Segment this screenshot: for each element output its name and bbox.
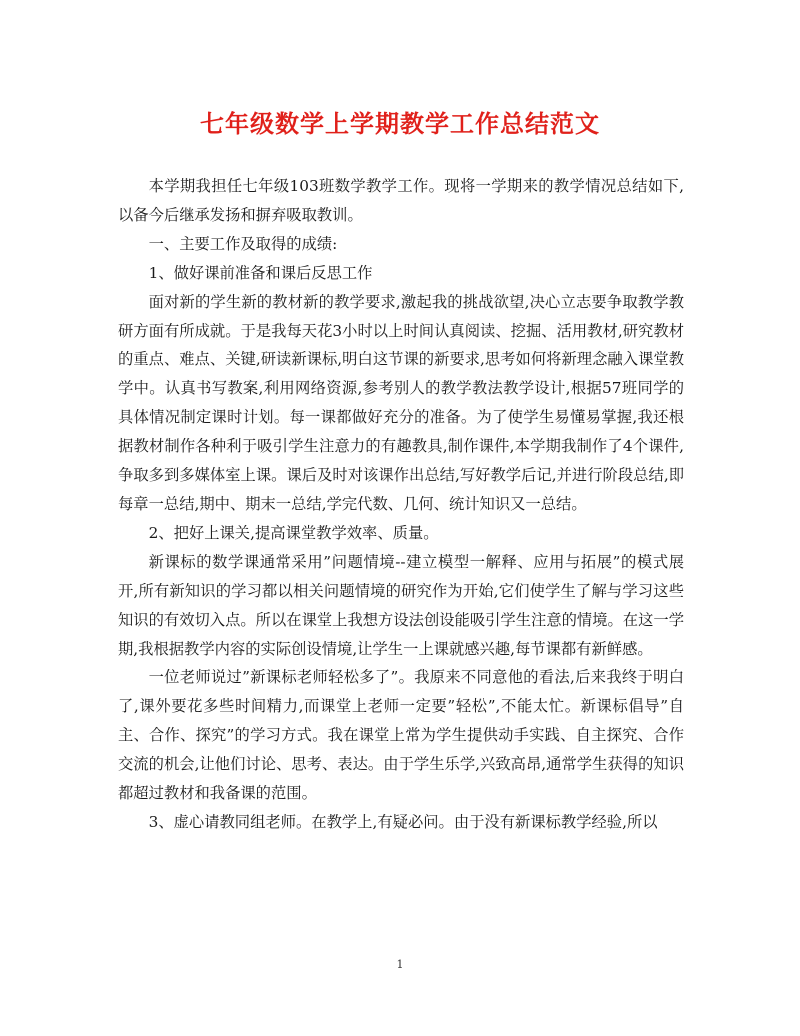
paragraph-preparation: 面对新的学生新的教材新的教学要求,激起我的挑战欲望,决心立志要争取教学教研方面有所成就。于是我每天花3小时以上时间认真阅读、挖掘、活用教材,研究教材的重点、难点、关键,研读新课标,明白这节课的新要求,思考如何将新理念融入课堂教学中。认真书写教案,利用网络资源,参考别人的教学教法教学设计,根据57班同学的具体情况制定课时计划。每一课都做好充分的准备。为了使学生易懂易掌握,我还根据教材制作各种利于吸引学生注意力的有趣教具,制作课件,本学期我制作了4个课件,争取多到多媒体室上课。课后及时对该课作出总结,写好教学后记,并进行阶段总结,即每章一总结,期中、期末一总结,学完代数、几何、统计知识又一总结。 xyxy=(118,292,684,513)
paragraph-teacher-quote: 一位老师说过”新课标老师轻松多了”。我原来不同意他的看法,后来我终于明白了,课外要花多些时间精力,而课堂上老师一定要”轻松”,不能太忙。新课标倡导”自主、合作、探究”的学习方式。我在课堂上常为学生提供动手实践、自主探究、合作交流的机会,让他们讨论、思考、表达。由于学生乐学,兴致高昂,通常学生获得的知识都超过教材和我备课的范围。 xyxy=(118,668,684,803)
document-body xyxy=(118,172,684,837)
heading-main-work: 一、主要工作及取得的成绩: xyxy=(148,234,338,253)
heading-section-2: 2、把好上课关,提高课堂教学效率、质量。 xyxy=(148,523,439,542)
document-title: 七年级数学上学期教学工作总结范文 xyxy=(200,109,600,138)
heading-section-1: 1、做好课前准备和课后反思工作 xyxy=(148,263,373,282)
page-number: 1 xyxy=(396,958,404,971)
heading-section-3: 3、虚心请教同组老师。在教学上,有疑必问。由于没有新课标教学经验,所以 xyxy=(148,812,658,831)
paragraph-new-curriculum: 新课标的数学课通常采用”问题情境--建立模型一解释、应用与拓展”的模式展开,所有新知识的学习都以相关问题情境的研究作为开始,它们使学生了解与学习这些知识的有效切入点。所以在课堂上我想方设法创设能吸引学生注意的情境。在这一学期,我根据教学内容的实际创设情境,让学生一上课就感兴趣,每节课都有新鲜感。 xyxy=(118,552,684,658)
paragraph-intro: 本学期我担任七年级103班数学教学工作。现将一学期来的教学情况总结如下,以备今后继承发扬和摒弃吸取教训。 xyxy=(118,177,684,224)
